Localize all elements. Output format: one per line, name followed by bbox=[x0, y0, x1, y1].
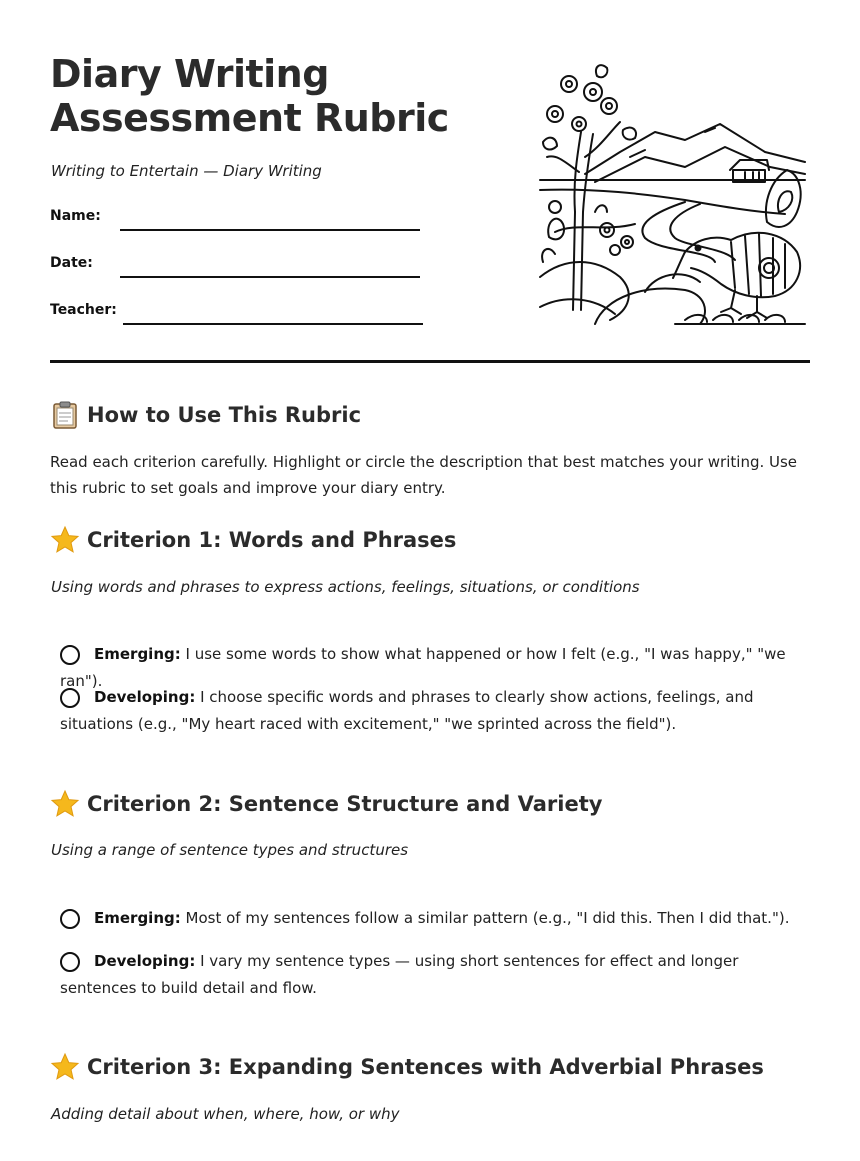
option-text: I use some words to show what happened or how I felt (e.g., "I was happy," "we ran"). bbox=[60, 645, 786, 690]
criterion-2-option-developing[interactable] bbox=[60, 948, 800, 1002]
radio-button[interactable] bbox=[60, 688, 80, 708]
criterion-2-heading bbox=[50, 789, 602, 819]
criterion-1-heading bbox=[50, 525, 456, 555]
name-field-label: Name: bbox=[50, 208, 101, 224]
title-line-2: Assessment Rubric bbox=[50, 96, 449, 140]
radio-button[interactable] bbox=[60, 645, 80, 665]
teacher-field-label: Teacher: bbox=[50, 302, 117, 318]
option-level: Developing: bbox=[94, 952, 196, 970]
date-field-line[interactable] bbox=[120, 276, 420, 278]
title-line-1: Diary Writing bbox=[50, 52, 329, 96]
option-level: Developing: bbox=[94, 688, 196, 706]
option-text: Most of my sentences follow a similar pattern (e.g., "I did this. Then I did that."). bbox=[180, 909, 790, 927]
landscape-kiwi-illustration bbox=[535, 62, 810, 327]
criterion-2-option-emerging[interactable] bbox=[60, 905, 800, 932]
page-header bbox=[0, 0, 860, 330]
date-field-label: Date: bbox=[50, 255, 93, 271]
star-icon bbox=[50, 525, 80, 555]
clipboard-icon bbox=[50, 400, 80, 430]
teacher-field-line[interactable] bbox=[123, 323, 423, 325]
radio-button[interactable] bbox=[60, 952, 80, 972]
page-title bbox=[50, 52, 449, 140]
option-level: Emerging: bbox=[94, 909, 181, 927]
radio-button[interactable] bbox=[60, 909, 80, 929]
criterion-3-heading-text: Criterion 3: Expanding Sentences with Adverbial Phrases bbox=[87, 1055, 764, 1079]
page-subtitle: Writing to Entertain — Diary Writing bbox=[51, 162, 322, 180]
option-text: I vary my sentence types — using short sentences for effect and longer sentences to build detail and flow. bbox=[60, 952, 739, 997]
criterion-3-heading bbox=[50, 1052, 764, 1082]
criterion-1-description: Using words and phrases to express actions, feelings, situations, or conditions bbox=[51, 578, 640, 596]
criterion-2-description: Using a range of sentence types and structures bbox=[51, 841, 409, 859]
criterion-1-option-developing[interactable] bbox=[60, 684, 800, 738]
how-to-heading-text: How to Use This Rubric bbox=[87, 403, 362, 427]
star-icon bbox=[50, 789, 80, 819]
how-to-text: Read each criterion carefully. Highlight or circle the description that best matches your writing. Use this rubric to set goals and improve your diary entry. bbox=[50, 453, 798, 497]
star-icon bbox=[50, 1052, 80, 1082]
option-level: Emerging: bbox=[94, 645, 181, 663]
criterion-2-heading-text: Criterion 2: Sentence Structure and Variety bbox=[87, 792, 603, 816]
option-text: I choose specific words and phrases to clearly show actions, feelings, and situations (e.g., "My heart raced with excitement," "we sprinted across the field"). bbox=[60, 688, 754, 733]
name-field-line[interactable] bbox=[120, 229, 420, 231]
criterion-3-description: Adding detail about when, where, how, or why bbox=[51, 1105, 400, 1123]
header-divider bbox=[50, 360, 810, 363]
how-to-heading bbox=[50, 400, 361, 430]
criterion-1-heading-text: Criterion 1: Words and Phrases bbox=[87, 528, 457, 552]
